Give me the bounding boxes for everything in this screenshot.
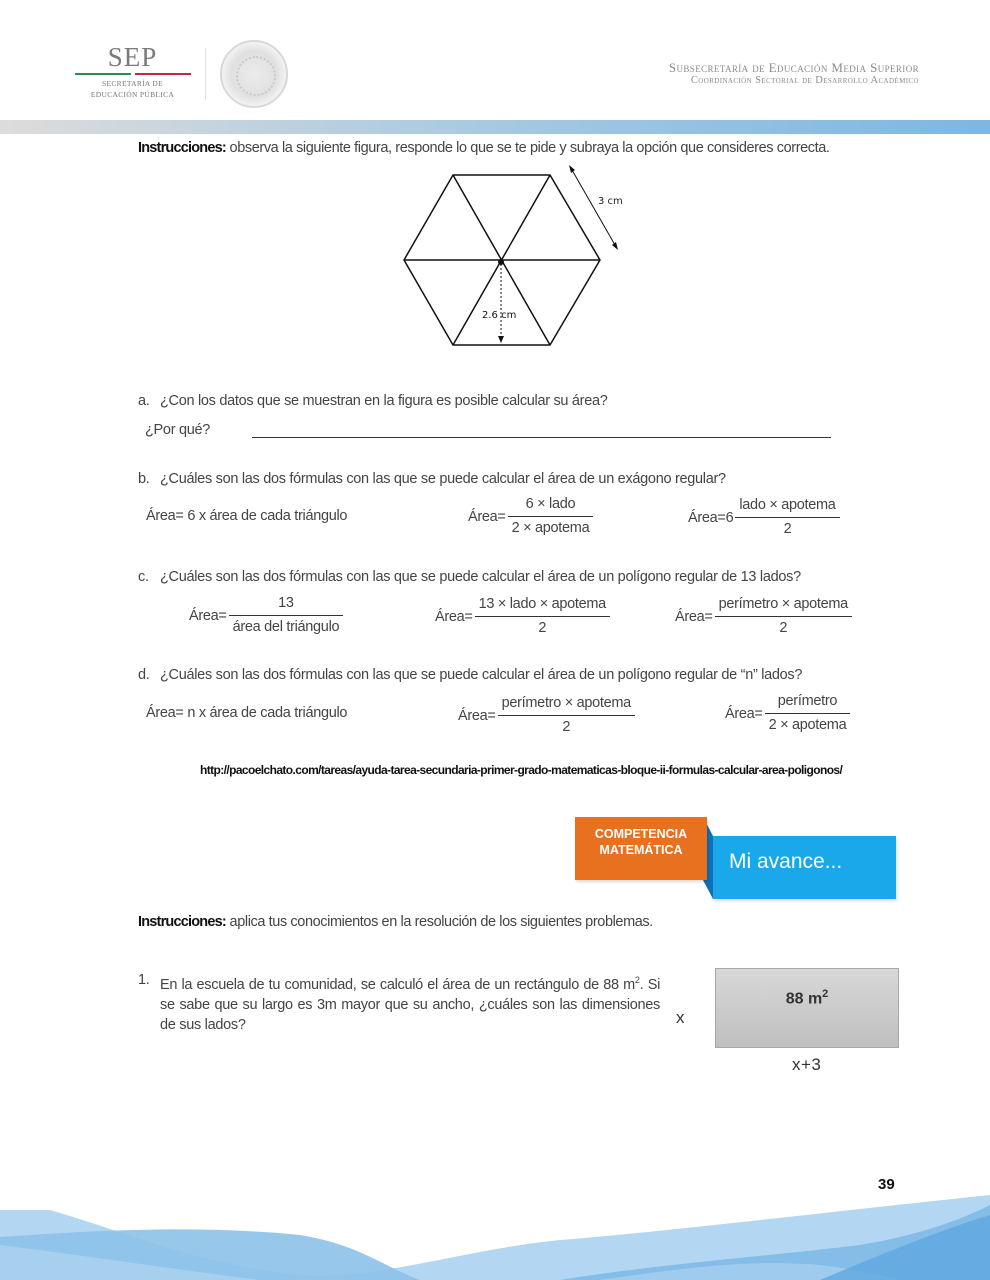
question-d [138, 666, 802, 684]
option-b3[interactable] [688, 497, 840, 538]
rect-bottom-label: x+3 [792, 1055, 822, 1074]
numerator: perímetro [765, 693, 851, 714]
numerator: lado × apotema [735, 497, 839, 518]
apothem-label: 2.6 cm [482, 310, 517, 321]
option-d1[interactable] [146, 705, 347, 721]
option-prefix: Área= [468, 508, 506, 525]
competencia-badge [575, 817, 707, 880]
question-letter: b. [138, 471, 150, 487]
sep-logo-sub2: EDUCACIÓN PÚBLICA [90, 90, 175, 99]
numerator: perímetro × apotema [498, 695, 635, 716]
numerator: 13 × lado × apotema [475, 596, 610, 617]
sep-logo-lines [70, 73, 195, 75]
hexagon-figure [395, 160, 635, 355]
header-coordinacion: Coordinación Sectorial de Desarrollo Académico [690, 75, 919, 86]
source-url[interactable]: http://pacoelchato.com/tareas/ayuda-tarea-secundaria-primer-grado-matematicas-bloque-ii-formulas-calcular-area-poligonos/ [200, 763, 843, 777]
question-b [138, 470, 726, 488]
fraction [475, 596, 610, 637]
header-institution [669, 61, 919, 87]
option-prefix: Área= [435, 608, 473, 625]
denominator: área del triángulo [232, 619, 340, 635]
denominator: 2 [779, 620, 788, 636]
numerator: 6 × lado [508, 496, 594, 517]
fraction [765, 693, 851, 734]
rect-area-label: 88 m [785, 990, 823, 1008]
rect-side-label: x [676, 1008, 685, 1027]
problem-1 [138, 970, 660, 1035]
mi-avance-badge: Mi avance... [713, 836, 896, 899]
problem-text: En la escuela de tu comunidad, se calculó el área de un rectángulo de 88 $m^2$. Si se sabe que su largo es 3m mayor que su ancho, ¿cuáles son las dimensiones de sus lados? [160, 975, 661, 1033]
question-text: ¿Con los datos que se muestran en la figura es posible calcular su área? [160, 393, 608, 409]
header-divider [205, 48, 206, 100]
header-subsecretaria: Subsecretaría de Educación Media Superior [668, 60, 919, 75]
question-letter: d. [138, 667, 150, 683]
sep-logo [70, 42, 195, 104]
option-c3[interactable] [675, 596, 852, 637]
question-c [138, 568, 801, 586]
header-band [0, 120, 990, 134]
badge-line2: MATEMÁTICA [599, 843, 683, 857]
denominator: 2 [783, 521, 792, 537]
question-letter: c. [138, 569, 149, 585]
numerator: 13 [229, 595, 344, 616]
sep-logo-sub1: SECRETARÍA DE [101, 79, 163, 88]
option-d3[interactable] [725, 693, 850, 734]
rectangle-figure: 88 $m^2$ [715, 968, 899, 1048]
option-prefix: Área=6 [688, 509, 734, 526]
numerator: perímetro × apotema [715, 596, 852, 617]
option-b1[interactable] [146, 508, 347, 524]
instructions-label: Instrucciones: [138, 140, 226, 156]
denominator: 2 [562, 719, 571, 735]
red-line [135, 73, 191, 75]
question-text: ¿Cuáles son las dos fórmulas con las que se puede calcular el área de un polígono regular de “n” lados? [160, 667, 803, 683]
instructions-2 [138, 913, 653, 931]
option-c1[interactable] [189, 595, 343, 636]
option-b2[interactable] [468, 496, 593, 537]
fraction [735, 497, 839, 538]
fraction [229, 595, 344, 636]
option-prefix: Área= [725, 705, 763, 722]
denominator: 2 [538, 620, 547, 636]
mexico-seal-icon [220, 40, 288, 108]
question-a [138, 392, 608, 410]
question-text: ¿Cuáles son las dos fórmulas con las que se puede calcular el área de un polígono regular de 13 lados? [160, 569, 801, 585]
fraction [508, 496, 594, 537]
option-prefix: Área= [189, 607, 227, 624]
question-text: ¿Cuáles son las dos fórmulas con las que se puede calcular el área de un exágono regular? [160, 471, 726, 487]
badge-line1: COMPETENCIA [594, 827, 688, 841]
option-prefix: Área= [675, 608, 713, 625]
instructions-text: observa la siguiente figura, responde lo que se te pide y subraya la opción que consideres correcta. [225, 140, 830, 156]
answer-line[interactable] [252, 437, 831, 438]
instructions-1 [138, 139, 830, 157]
instructions-label: Instrucciones: [138, 914, 226, 930]
fraction [715, 596, 852, 637]
sep-logo-text: SEP [107, 42, 158, 72]
footer-waves [0, 1195, 990, 1280]
option-text: Área= 6 x área de cada triángulo [146, 508, 348, 524]
fraction [498, 695, 635, 736]
option-d2[interactable] [458, 695, 635, 736]
instructions-text: aplica tus conocimientos en la resolución de los siguientes problemas. [225, 914, 653, 930]
option-prefix: Área= [458, 707, 496, 724]
option-text: Área= n x área de cada triángulo [146, 705, 348, 721]
denominator: 2 × apotema [511, 520, 590, 536]
question-letter: a. [138, 393, 150, 409]
green-line [75, 73, 131, 75]
option-c2[interactable] [435, 596, 610, 637]
problem-number: 1. [138, 972, 150, 988]
side-label: 3 cm [598, 196, 623, 207]
page-number: 39 [878, 1176, 895, 1193]
denominator: 2 × apotema [768, 717, 847, 733]
question-a-followup: ¿Por qué? [145, 422, 211, 438]
